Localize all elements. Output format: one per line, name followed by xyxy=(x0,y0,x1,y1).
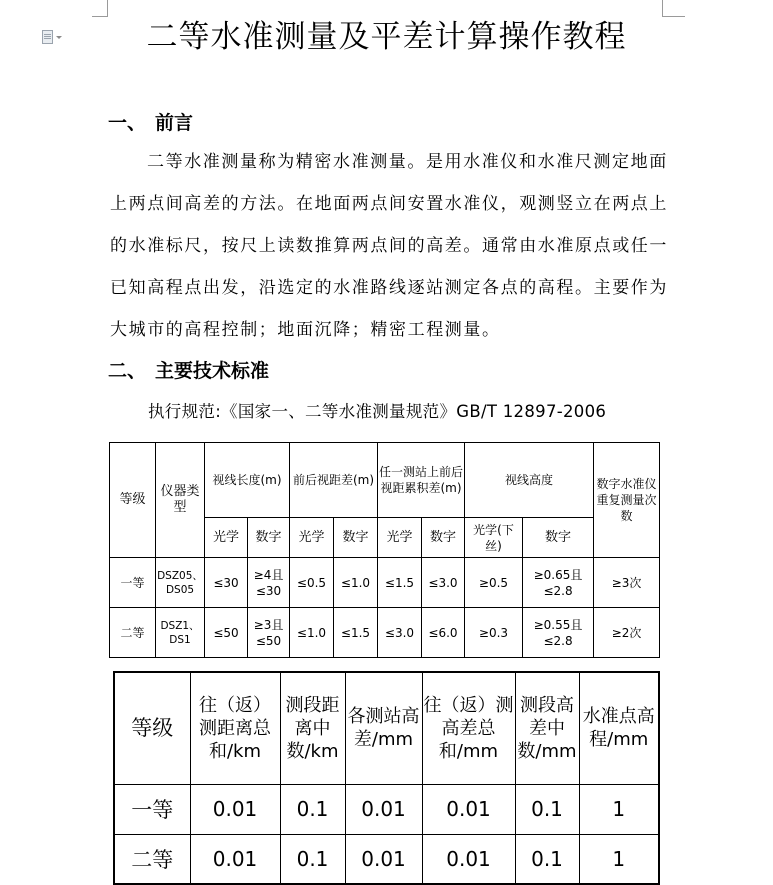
header-segment-distance: 测段距离中数/km xyxy=(280,672,345,784)
header-grade: 等级 xyxy=(110,443,156,558)
cell-value: 0.1 xyxy=(280,834,345,884)
header-digital: 数字 xyxy=(523,518,594,558)
header-digital: 数字 xyxy=(334,518,378,558)
paragraph-line: 已知高程点出发，沿选定的水准路线逐站测定各点的高程。主要作为 xyxy=(110,278,668,298)
cell-grade: 一等 xyxy=(114,784,190,834)
cell-sight-length-optical: ≤50 xyxy=(205,608,248,658)
cell-fb-cum-optical: ≤1.5 xyxy=(378,558,422,608)
header-fb-distance-diff: 前后视距差(m) xyxy=(290,443,378,518)
cell-instrument: DSZ05、DS05 xyxy=(156,558,205,608)
cell-sight-length-digital: ≥4且≤30 xyxy=(248,558,290,608)
header-digital: 数字 xyxy=(422,518,465,558)
cell-sight-length-digital: ≥3且≤50 xyxy=(248,608,290,658)
paragraph-line: 的水准标尺，按尺上读数推算两点间的高差。通常由水准原点或任一 xyxy=(110,236,668,256)
intro-paragraph xyxy=(110,141,668,351)
cell-grade: 二等 xyxy=(110,608,156,658)
cell-value: 0.1 xyxy=(515,834,579,884)
calculation-precision-table xyxy=(113,671,660,885)
header-total-height-diff: 往（返）测高差总和/mm xyxy=(422,672,515,784)
cell-repeat: ≥3次 xyxy=(594,558,660,608)
cell-value: 0.01 xyxy=(422,834,515,884)
table-row xyxy=(114,784,659,834)
header-grade: 等级 xyxy=(114,672,190,784)
cell-fb-diff-digital: ≤1.0 xyxy=(334,558,378,608)
section-heading-standards xyxy=(108,357,269,385)
table-row xyxy=(110,608,660,658)
header-repeat-count: 数字水准仪重复测量次数 xyxy=(594,443,660,558)
cell-instrument: DSZ1、DS1 xyxy=(156,608,205,658)
cell-fb-diff-optical: ≤1.0 xyxy=(290,608,334,658)
cell-value: 1 xyxy=(579,834,659,884)
document-title: 二等水准测量及平差计算操作教程 xyxy=(146,19,627,55)
table-row xyxy=(110,558,660,608)
header-optical: 光学 xyxy=(378,518,422,558)
header-instrument: 仪器类型 xyxy=(156,443,205,558)
section-heading-preface xyxy=(108,109,193,137)
cell-value: 0.01 xyxy=(345,784,422,834)
header-sight-length: 视线长度(m) xyxy=(205,443,290,518)
header-total-distance: 往（返）测距离总和/km xyxy=(190,672,280,784)
header-sight-height: 视线高度 xyxy=(465,443,594,518)
header-station-height-diff: 各测站高差/mm xyxy=(345,672,422,784)
cell-fb-cum-optical: ≤3.0 xyxy=(378,608,422,658)
cell-value: 0.01 xyxy=(190,834,280,884)
section-title: 前言 xyxy=(155,112,194,134)
cell-value: 0.1 xyxy=(515,784,579,834)
cell-value: 0.01 xyxy=(190,784,280,834)
cell-height-digital: ≥0.55且≤2.8 xyxy=(523,608,594,658)
section-title: 主要技术标准 xyxy=(155,360,270,382)
cell-value: 1 xyxy=(579,784,659,834)
paragraph-line: 大城市的高程控制；地面沉降；精密工程测量。 xyxy=(110,320,501,340)
header-fb-cumulative: 任一测站上前后视距累积差(m) xyxy=(378,443,465,518)
cell-fb-cum-digital: ≤6.0 xyxy=(422,608,465,658)
cell-fb-diff-digital: ≤1.5 xyxy=(334,608,378,658)
cell-grade: 一等 xyxy=(110,558,156,608)
cell-sight-length-optical: ≤30 xyxy=(205,558,248,608)
header-optical-lower: 光学(下丝) xyxy=(465,518,523,558)
cell-repeat: ≥2次 xyxy=(594,608,660,658)
table-row xyxy=(114,834,659,884)
cell-height-digital: ≥0.65且≤2.8 xyxy=(523,558,594,608)
section-number: 二、 xyxy=(108,360,147,382)
standard-reference: 执行规范:《国家一、二等水准测量规范》GB/T 12897-2006 xyxy=(148,402,607,421)
cell-grade: 二等 xyxy=(114,834,190,884)
paragraph-line: 上两点间高差的方法。在地面两点间安置水准仪，观测竖立在两点上 xyxy=(110,194,668,214)
header-optical: 光学 xyxy=(205,518,248,558)
cell-fb-cum-digital: ≤3.0 xyxy=(422,558,465,608)
cell-fb-diff-optical: ≤0.5 xyxy=(290,558,334,608)
cell-value: 0.1 xyxy=(280,784,345,834)
cell-value: 0.01 xyxy=(345,834,422,884)
header-optical: 光学 xyxy=(290,518,334,558)
paragraph-line: 二等水准测量称为精密水准测量。是用水准仪和水准尺测定地面 xyxy=(147,152,668,172)
technical-standards-table xyxy=(109,442,660,658)
cell-height-optical: ≥0.3 xyxy=(465,608,523,658)
header-benchmark-elevation: 水准点高程/mm xyxy=(579,672,659,784)
header-digital: 数字 xyxy=(248,518,290,558)
cell-height-optical: ≥0.5 xyxy=(465,558,523,608)
cell-value: 0.01 xyxy=(422,784,515,834)
section-number: 一、 xyxy=(108,112,147,134)
header-segment-height-diff: 测段高差中数/mm xyxy=(515,672,579,784)
